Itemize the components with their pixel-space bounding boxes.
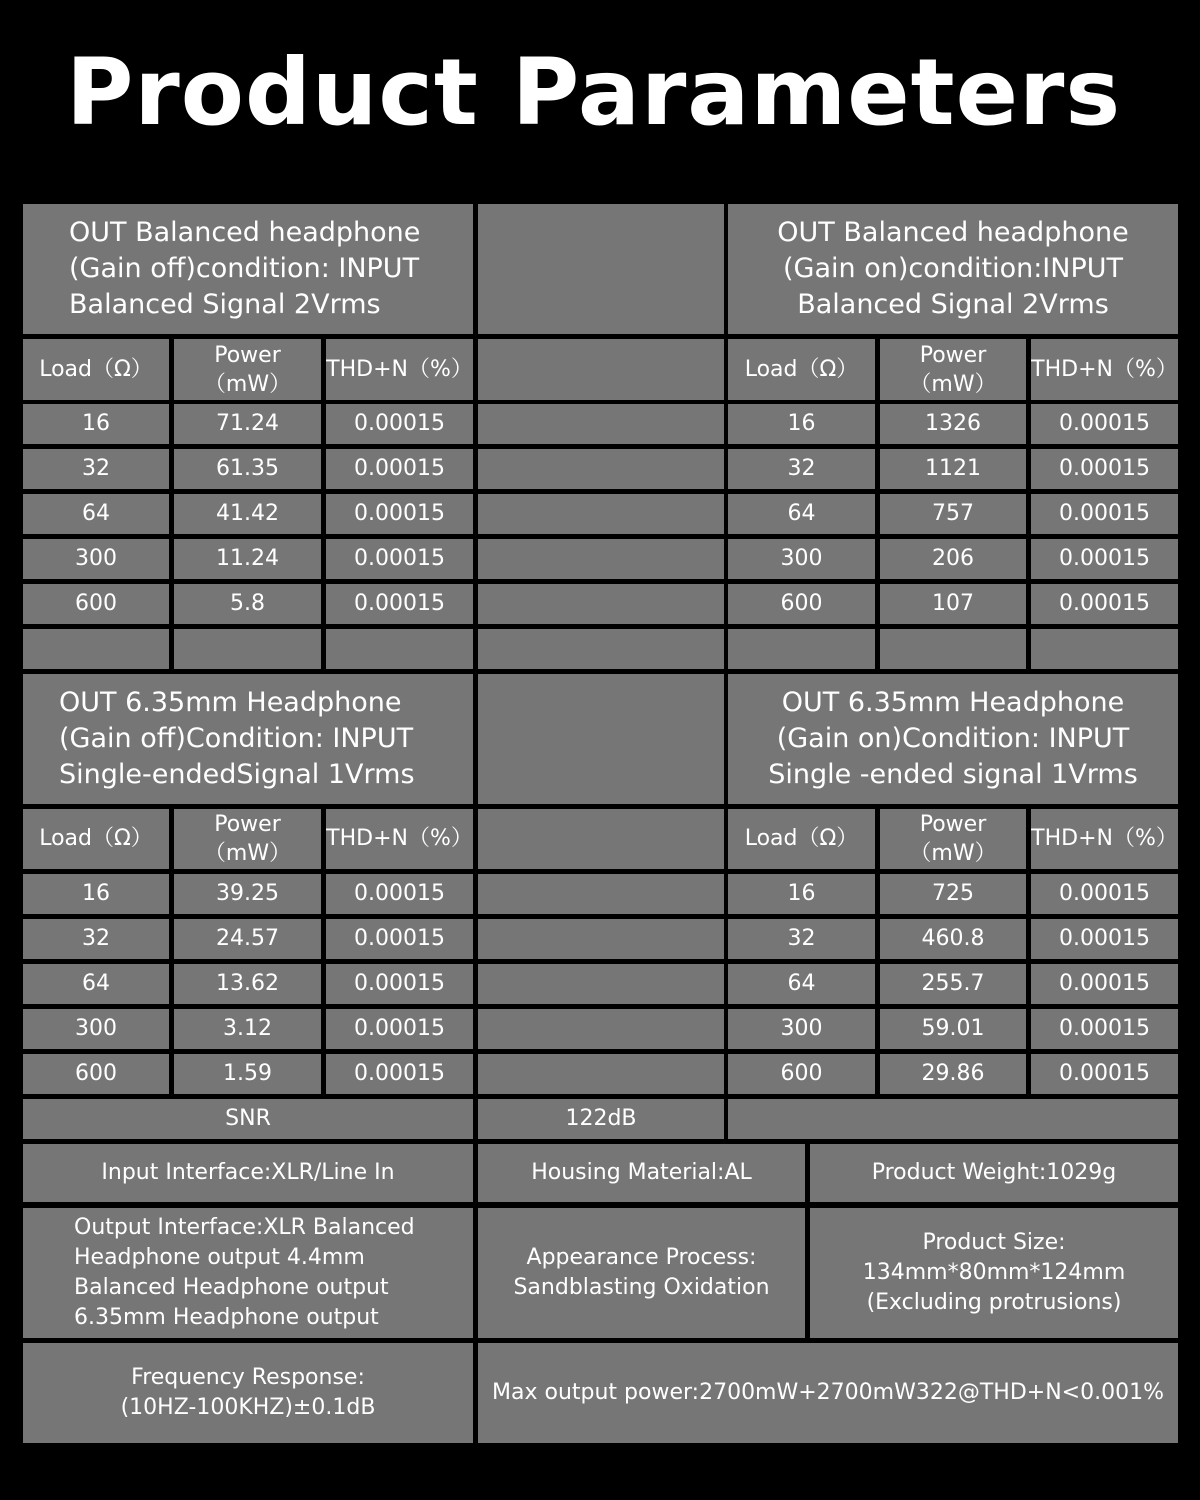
table-cell: 0.00015 xyxy=(326,964,473,1004)
section-title-balanced-gain-off: OUT Balanced headphone (Gain off)condition: INPUT Balanced Signal 2Vrms xyxy=(23,204,473,334)
spacer-cell xyxy=(478,809,724,869)
table-cell: 206 xyxy=(880,539,1026,579)
table-cell: 600 xyxy=(23,1054,169,1094)
spacer-cell xyxy=(478,204,724,334)
table-cell: 0.00015 xyxy=(326,919,473,959)
table-cell: 0.00015 xyxy=(326,1054,473,1094)
table-cell: 1.59 xyxy=(174,1054,321,1094)
empty-cell xyxy=(23,629,169,669)
table-cell: 16 xyxy=(23,874,169,914)
table-cell: 61.35 xyxy=(174,449,321,489)
spacer-cell xyxy=(478,449,724,489)
table-cell: 0.00015 xyxy=(1031,494,1178,534)
col-header-load: Load（Ω） xyxy=(728,339,875,400)
table-cell: 600 xyxy=(728,584,875,624)
table-cell: 32 xyxy=(728,919,875,959)
empty-cell xyxy=(728,1099,1178,1139)
table-cell: 32 xyxy=(728,449,875,489)
col-header-thd: THD+N（%） xyxy=(1031,339,1178,400)
col-header-thd: THD+N（%） xyxy=(1031,809,1178,869)
table-cell: 0.00015 xyxy=(326,874,473,914)
table-cell: 0.00015 xyxy=(326,1009,473,1049)
table-cell: 0.00015 xyxy=(326,404,473,444)
col-header-load: Load（Ω） xyxy=(23,809,169,869)
table-cell: 0.00015 xyxy=(1031,404,1178,444)
empty-cell xyxy=(478,629,724,669)
col-header-thd: THD+N（%） xyxy=(326,809,473,869)
appearance-process: Appearance Process: Sandblasting Oxidation xyxy=(478,1208,805,1338)
table-cell: 0.00015 xyxy=(1031,584,1178,624)
spacer-cell xyxy=(478,964,724,1004)
table-cell: 71.24 xyxy=(174,404,321,444)
col-header-power: Power （mW） xyxy=(174,339,321,400)
table-cell: 300 xyxy=(23,539,169,579)
table-cell: 32 xyxy=(23,919,169,959)
snr-value: 122dB xyxy=(478,1099,724,1139)
table-cell: 59.01 xyxy=(880,1009,1026,1049)
col-header-load: Load（Ω） xyxy=(23,339,169,400)
table-cell: 24.57 xyxy=(174,919,321,959)
col-header-power: Power （mW） xyxy=(880,339,1026,400)
table-cell: 32 xyxy=(23,449,169,489)
spacer-cell xyxy=(478,674,724,804)
table-cell: 1121 xyxy=(880,449,1026,489)
input-interface: Input Interface:XLR/Line In xyxy=(23,1144,473,1202)
table-cell: 11.24 xyxy=(174,539,321,579)
spacer-cell xyxy=(478,404,724,444)
table-cell: 107 xyxy=(880,584,1026,624)
table-cell: 460.8 xyxy=(880,919,1026,959)
max-output-power: Max output power:2700mW+2700mW322@THD+N<0.001% xyxy=(478,1343,1178,1443)
table-cell: 300 xyxy=(23,1009,169,1049)
table-cell: 64 xyxy=(728,964,875,1004)
table-cell: 64 xyxy=(23,964,169,1004)
section-title-635-gain-off: OUT 6.35mm Headphone (Gain off)Condition: INPUT Single-endedSignal 1Vrms xyxy=(23,674,473,804)
spacer-cell xyxy=(478,539,724,579)
table-cell: 0.00015 xyxy=(1031,1009,1178,1049)
table-cell: 600 xyxy=(728,1054,875,1094)
spacer-cell xyxy=(478,339,724,400)
empty-cell xyxy=(728,629,875,669)
table-cell: 41.42 xyxy=(174,494,321,534)
product-weight: Product Weight:1029g xyxy=(810,1144,1178,1202)
table-cell: 0.00015 xyxy=(1031,1054,1178,1094)
table-cell: 255.7 xyxy=(880,964,1026,1004)
table-cell: 0.00015 xyxy=(326,449,473,489)
housing-material: Housing Material:AL xyxy=(478,1144,805,1202)
table-cell: 29.86 xyxy=(880,1054,1026,1094)
table-cell: 5.8 xyxy=(174,584,321,624)
empty-cell xyxy=(174,629,321,669)
table-cell: 16 xyxy=(728,874,875,914)
table-cell: 0.00015 xyxy=(1031,449,1178,489)
snr-label: SNR xyxy=(23,1099,473,1139)
table-cell: 16 xyxy=(23,404,169,444)
section-title-balanced-gain-on: OUT Balanced headphone (Gain on)condition:INPUT Balanced Signal 2Vrms xyxy=(728,204,1178,334)
table-cell: 0.00015 xyxy=(1031,964,1178,1004)
table-cell: 16 xyxy=(728,404,875,444)
table-cell: 0.00015 xyxy=(326,539,473,579)
table-cell: 3.12 xyxy=(174,1009,321,1049)
col-header-power: Power （mW） xyxy=(174,809,321,869)
table-cell: 300 xyxy=(728,1009,875,1049)
product-size: Product Size: 134mm*80mm*124mm (Excluding protrusions) xyxy=(810,1208,1178,1338)
col-header-power: Power （mW） xyxy=(880,809,1026,869)
table-cell: 757 xyxy=(880,494,1026,534)
spacer-cell xyxy=(478,919,724,959)
spacer-cell xyxy=(478,1009,724,1049)
table-cell: 13.62 xyxy=(174,964,321,1004)
table-cell: 300 xyxy=(728,539,875,579)
empty-cell xyxy=(880,629,1026,669)
table-cell: 0.00015 xyxy=(326,584,473,624)
empty-cell xyxy=(326,629,473,669)
col-header-thd: THD+N（%） xyxy=(326,339,473,400)
page-title: Product Parameters xyxy=(66,39,1122,146)
output-interface: Output Interface:XLR Balanced Headphone output 4.4mm Balanced Headphone output 6.35mm Headphone output xyxy=(23,1208,473,1338)
col-header-load: Load（Ω） xyxy=(728,809,875,869)
empty-cell xyxy=(1031,629,1178,669)
frequency-response: Frequency Response: (10HZ-100KHZ)±0.1dB xyxy=(23,1343,473,1443)
spacer-cell xyxy=(478,874,724,914)
table-cell: 0.00015 xyxy=(1031,919,1178,959)
spacer-cell xyxy=(478,494,724,534)
table-cell: 725 xyxy=(880,874,1026,914)
table-cell: 64 xyxy=(728,494,875,534)
table-cell: 39.25 xyxy=(174,874,321,914)
table-cell: 1326 xyxy=(880,404,1026,444)
spacer-cell xyxy=(478,1054,724,1094)
table-cell: 0.00015 xyxy=(1031,874,1178,914)
table-cell: 64 xyxy=(23,494,169,534)
section-title-635-gain-on: OUT 6.35mm Headphone (Gain on)Condition: INPUT Single -ended signal 1Vrms xyxy=(728,674,1178,804)
spacer-cell xyxy=(478,584,724,624)
table-cell: 0.00015 xyxy=(326,494,473,534)
table-cell: 0.00015 xyxy=(1031,539,1178,579)
table-cell: 600 xyxy=(23,584,169,624)
